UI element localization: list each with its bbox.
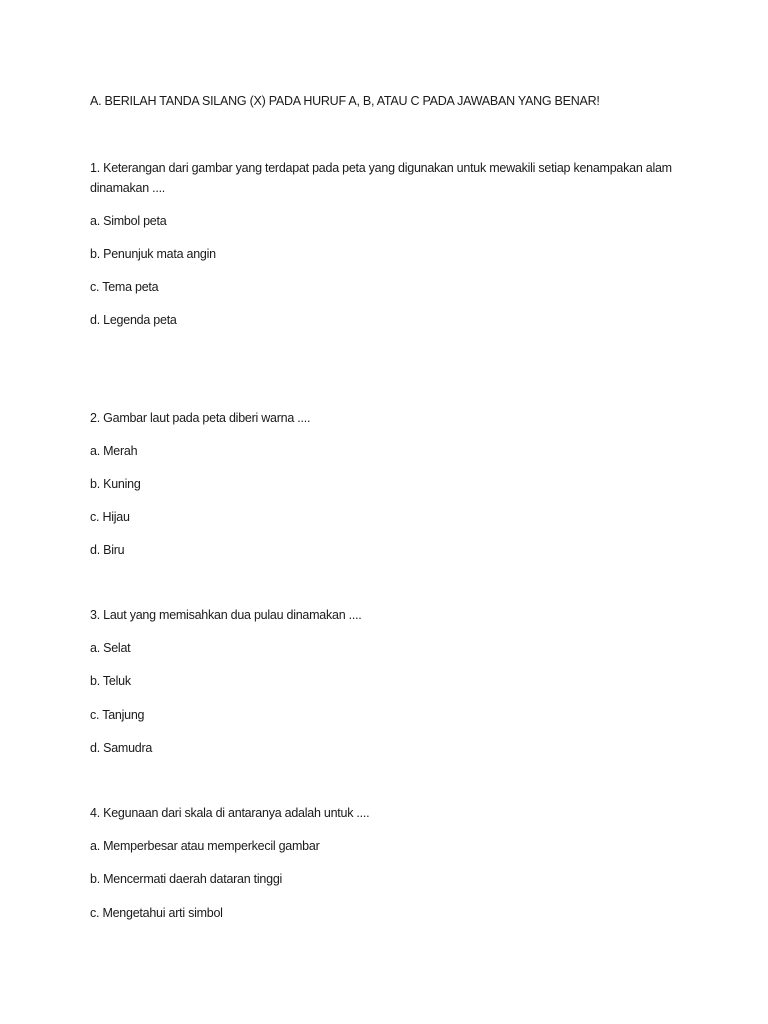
option: b. Mencermati daerah dataran tinggi [90,872,283,886]
option: b. Penunjuk mata angin [90,247,216,261]
option: a. Memperbesar atau memperkecil gambar [90,839,320,853]
option: a. Merah [90,444,138,458]
question-text: 2. Gambar laut pada peta diberi warna .... [90,411,311,425]
question-text: 1. Keterangan dari gambar yang terdapat pada peta yang digunakan untuk mewakili setiap kenampakan alam dinamakan .... [90,161,672,195]
option: c. Tema peta [90,280,159,294]
instruction-heading: A. BERILAH TANDA SILANG (X) PADA HURUF A, B, ATAU C PADA JAWABAN YANG BENAR! [90,94,600,108]
option: c. Hijau [90,510,130,524]
option: d. Legenda peta [90,313,177,327]
option: b. Kuning [90,477,141,491]
option: d. Samudra [90,741,153,755]
option: c. Mengetahui arti simbol [90,906,223,920]
question-text: 4. Kegunaan dari skala di antaranya adalah untuk .... [90,806,370,820]
option: a. Simbol peta [90,214,167,228]
option: b. Teluk [90,674,131,688]
option: c. Tanjung [90,708,145,722]
option: a. Selat [90,641,131,655]
option: d. Biru [90,543,125,557]
question-text: 3. Laut yang memisahkan dua pulau dinamakan .... [90,608,362,622]
